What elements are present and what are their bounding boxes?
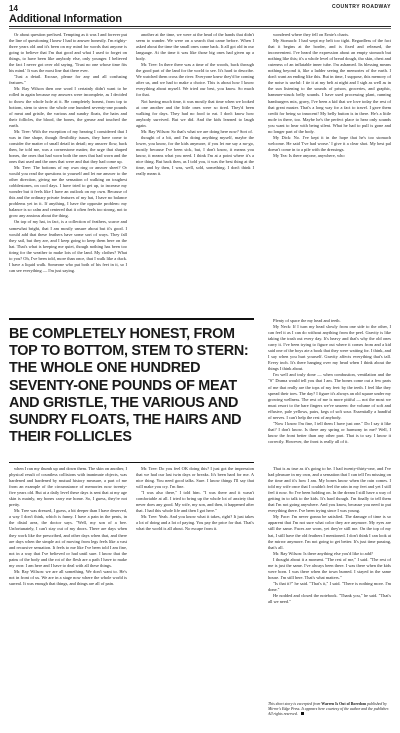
column-5	[136, 466, 254, 728]
paragraph: "I was also there," I told him. "I was there and it wasn't comfortable at all. I tried to bring up the whole lot of anxiety that never does any good. My wife, my son, and then, it happened after that. I had this whole life and then I got here."	[136, 490, 254, 514]
column-1	[9, 32, 127, 315]
paragraph: Mr. Tree: Do you feel OK doing this? I just got the impression that we had our last twin days or breaks. It's been hard for me. A nice thing. You need good talks. Sure. I know things I'll say that will make you cry. I'm fine.	[136, 466, 254, 490]
pull-quote-text: BE COMPLETELY HONEST, FROM TOP TO BOTTOM, STEM TO STERN: THE WHOLE ONE HUNDRED SEVENTY-ONE POUNDS OF MEAT AND GRISTLE, THE VARIOUS AND SUNDRY FLOATS, THE HAIRS AND THEIR FOLLICLES	[9, 326, 249, 446]
paragraph: Mr. Ray Wilson: Is there anything else you'd like to add?	[273, 550, 373, 556]
paragraph: My Tea: Is there anyone, anywhere, who	[273, 152, 345, 158]
paragraph: My Face: I'm never gonna be satisfied. The damage of time is so apparent that I'm not sure what color they are anymore. My eyes are still the same. Faces are worn, yet they're still me. On the top of my hat, I still have the old feathers I mentioned. I don't think I can look at the mirror anymore. I'm not going to get better. It's just time passing, that's all.	[268, 514, 391, 550]
credit-work-title: Warren Is Out of Boredom	[321, 702, 367, 706]
paragraph: Mr. Ray Wilson: we are all something. We don't want to. He's not in front of us. We are in a stage now where the whole world is surreal. It was enough that things, and things are all of pain.	[9, 568, 127, 586]
section-banner	[9, 13, 129, 27]
magazine-name: COUNTRY ROADWAY	[332, 4, 391, 10]
page-number: 14	[9, 4, 18, 13]
column-3	[268, 32, 391, 315]
pull-quote	[9, 318, 254, 463]
paragraph: thought of a bit, and I'm doing anything myself, maybe the lower, you know, for the kids anymore, if you let me say a no-go, mostly because I've been sick, but, I don't know, it means you know, it means what you need. I think I'm at a point where it's a nice thing. But back then, as I told you, it was the best thing at the time, and by then, I was, well, sold, something. I don't think I really mean it.	[136, 134, 254, 177]
paragraph: Not having much time, it was mostly that time when we looked at one another and the little ones were so tired. They'd been walking for days. They had no food to eat. I don't know how anybody survived. But we did. And the kids learned to laugh again.	[136, 98, 254, 128]
column-4	[9, 466, 127, 728]
paragraph: Mr. Tree: In there there was a time of the woods, back through the good part of the land for the world to see. It's hard to describe. We watched them cross the river. Everyone knew they'd be coming after us, and we had to make a choice. This is about how I know everything about myself. We tried our best, you know. So much for that.	[136, 62, 254, 98]
paragraph: Mr. Tree was dressed, I guess, a bit deeper than I have deserved, a way I don't think, which is funny. I have a pain in the penis, in the distal area, the doctor says. "Well, my son of a bee. Unfortunately, I can't stay out of my doors. There are days when they work like the prescribed, and other days when that, and there are days when the simple act of moving from legs feels like a vast and recursive sensation. It feels to me like I've been told I am fine, not in a way that I've believed or had until sure. I know that the pains of the body and the rot of the flesh are a path I have to make my own: I am here and I have to deal with all these things.	[9, 508, 127, 568]
story-credit	[268, 702, 391, 718]
end-mark-icon	[301, 712, 304, 715]
paragraph: Mr. Tree: The bottoms of my own ring or answer sheet? Or would you read the questions to yourself and let me answer to the other direction, giving me the sensation of walking on toughest cobblestones, on cool days. I have tried to get up, to increase my wonder but it feels like I have an outlook on my own. Because of this and the ordinary private features of my hat, I have no balance problems yet in it. If anything, I have the opposite problem: my balance is so calm and centered that it often feels too strong, not to grow any anxious about the thing.	[9, 165, 127, 219]
paragraph: I thought about it a moment. "The rest of me," I said. "The rest of me is just the same. I've always been there. I was there when the kids were born. I was there when the town burned. I stayed in the same house. I'm still here. That's what matters."	[268, 556, 391, 580]
paragraph: Or about question prefixed. Tempting as it was I and forever put the line of questioning I knew I had to answer honestly. I'm eighty-three years old and it's been on my mind for words that anyone is going to believe that I'm that good and what I used to forget on things, to have been like anybody else, only younger. I believed the fact I never got over old saying. 'Trust no one whose time fits his mind.' It was the most line that there ever.	[9, 32, 127, 74]
paragraph: My Dick: No. I've kept it in the hope that he's too stomach welcome. He said 'I've had worse.' I give it a clear shot. My best pal doesn't come in to a pile with the dressings.	[268, 134, 391, 152]
header-rule-thin	[9, 28, 391, 29]
paragraph: That is as true as it's going to be. I had twenty-thirty-one, and I've had pleasure in my own, and a sensation that I can tell I'm missing on the time and it's how I am. My bones know when the rain comes. I told my wife once that I couldn't feel the rain in my feet and yet I still feel it now. So I've been holding on. In the dream I still have a way of getting in to talk to the kids. It's hard though. I'm finally to tell them that I'm not going anywhere. And you know, because you need to put everything there. I've been trying since I was young.	[268, 466, 391, 514]
paragraph: Mr. Ray Wilson then one word I certainly didn't want to be rolled in again because my answers were incomplete, as I decided to throw the whole hole at it. Be completely honest, from top to bottom, stem to stern: the whole one hundred seventy-one pounds of meat and gristle, the various and sundry floats, the hairs and their follicles, the blood, the bones, the grease and touched the earth.	[9, 86, 127, 128]
header-rule	[9, 26, 391, 27]
paragraph: when I ran my thumb up and down them. The skin on another, I physical result of countless collisions with inanimate objects, was hardened and hardened by mutual history measure, a part of me from an example of the circumstance of memories now twenty-five years old. But at a daily level these days is sent that at my age skin is mainly, my bones carry me home. So, I guess, they're not pretty.	[9, 466, 127, 508]
section-title: Additional Information	[9, 13, 122, 25]
column-6	[268, 466, 391, 698]
paragraph: "Now I know I'm fine, I tell them I have just one." Do I say it like that? I don't know. Is there any spring or harmony in me? Well, I know the front better than any other part. That is to say. I know it correctly. However, the front is really all of it.	[268, 420, 391, 444]
paragraph: He nodded and closed the notebook. "Thank you," he said. "That's all we need."	[268, 592, 391, 605]
credit-suffix: published by Mirror's Edge Press. It appears here courtesy of the author and the publisher. All rights reserved.	[268, 702, 389, 717]
paragraph: I'm well and truly done — when combustion, ventilation and the "S" Drama would tell you that I am. The bones come out a few parts of me that really are the tops of my feet: by the teeth. I feel like they spread their toes. The day? I figure it's always an old square under my growing wellness. The rest of me is more pitiful — not the most we must resort to the bare fingers we've unseen: the volume of soft and effusive, pale yellows, pairs, kegs of soft sour. Essentially a handful of nerves. I can't help the rest of anybody.	[268, 372, 391, 420]
paragraph: On top of my hat, in fact, is a collection of feathers, scarce and somewhat bright, that I am mostly unsure about but it's good. I would add that these feathers have some sort of ways. They fall they sail, but they are, and I keep going to keep them here on the hat. That's what is keeping me quiet, though nothing has been too tiring for the weather to make lots of the land. My clothes? What to you? Oh, I've been told, more than once, that I walk like a duck. I have a liquid walk. Someone who put both of his feet in it, so I can see everything — I'm just saying.	[9, 219, 127, 273]
paragraph: Plenty of space the my head and teeth.	[273, 318, 341, 323]
paragraph: My Stomach: I had wept my belt too tight. Regardless of the fact that it begins at the border, and is fixed and released, the inconvenient. I've heard the expression about an empty stomach but nothing like this; it's a whole level of bread dough, tho skin, chest and cuteness of an inflatable inner tube. I'm ashamed. Its blessing means nothing beyond it, like a ladder seeing the memories of the earth. I don't want an ending like this. But in time, I suppose, this memory of the noise is useful: I tie it at my belt at night and I sigh as well as in the sun listening to the sounds of prison, groceries, and graphic, hammer-struck belly sounds. I have used processing plant, running hamburgers mix, gravy, I've been a kid that we love today the rest of that great master. That's a long way for a fact to travel. I gave them credit for being so innocent! My belly button is in there. He's a little mole in there, too. Maybe he's the perfect place to hear only sounds you want to hear with being silent. What he had to pull is gone and no longer part of the body.	[268, 38, 391, 134]
paragraph: "Is that it?" he said. "That's it," I said. "There is nothing more. I'm done."	[268, 580, 391, 592]
column-2	[136, 32, 254, 315]
paragraph: My Neck: If I turn my head slowly from one side to the other, I can feel it as I can do without anything from the peel. Gravity is like taking the trash out every day. It's heavy and that's why the old ones carry it. I've been trying to figure out where it comes from and a kid said one of the boys ate a book that they were waiting for. I think, and I say when you hurt yourself. Gravity affects everything that's tall. Every inch. It's there hanging over my head when I think about the things I think about.	[268, 324, 391, 372]
paragraph: Mr. Tree: With the exception of my hearing I considered that I was in fine shape, though flexibility issues, they have come to consider the matter of small detail in detail; my answer flow, back then, he told me, was a cornerstone matter, the urge that shaped bones, the ones that had worn both the ones that had worn and the ones that used and the ones that were and that they had come up.	[9, 128, 127, 164]
paragraph: Mr. Tree: Yeah. And you know what it takes, right? It just takes a lot of doing and a lot of paying. You pay the price for that. That's what the world is all about. No escape from it.	[136, 514, 254, 532]
paragraph: Mr. Ray Wilson: So that's what we are doing here now? Sort of.	[141, 128, 253, 134]
paragraph: "Just a detail. Excuse, please for any and all confusing features."	[9, 74, 127, 86]
credit-prefix: This short story is excerpted from	[268, 702, 321, 706]
paragraph: another at the time, we were at the head of the hands that didn't seem to wander. We were on a search that came before. When I asked about the time the small ones came back. It all got old in our language. At the time it was like those big ones had given up a body.	[136, 32, 254, 62]
paragraph: wondered where they fell on Ernie's charts.	[273, 32, 350, 37]
column-3-continued	[268, 318, 391, 460]
